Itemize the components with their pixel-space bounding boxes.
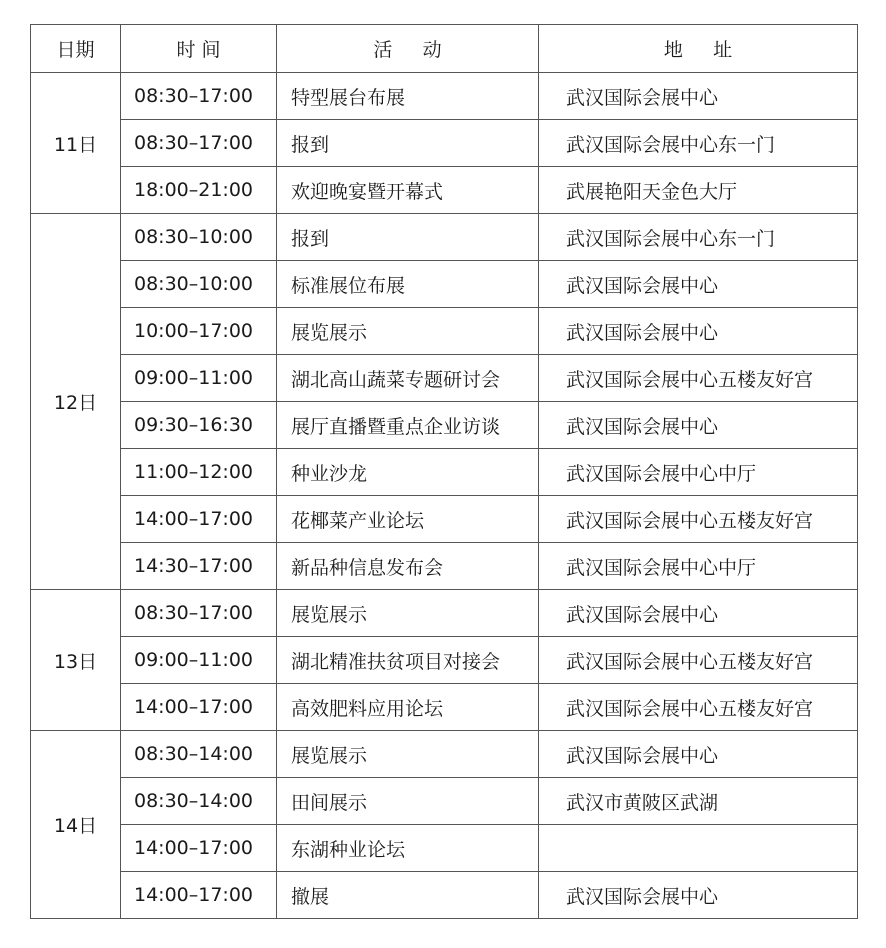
address-cell: 武汉国际会展中心中厅 (539, 449, 858, 496)
address-cell: 武汉国际会展中心五楼友好宫 (539, 637, 858, 684)
address-cell: 武汉国际会展中心中厅 (539, 543, 858, 590)
address-cell (539, 825, 858, 872)
address-cell: 武汉国际会展中心 (539, 73, 858, 120)
table-row (31, 872, 858, 919)
table-row (31, 496, 858, 543)
activity-cell: 展厅直播暨重点企业访谈 (277, 402, 539, 449)
activity-cell: 标准展位布展 (277, 261, 539, 308)
activity-cell: 展览展示 (277, 308, 539, 355)
date-cell: 12日 (31, 214, 121, 590)
address-cell: 武汉国际会展中心东一门 (539, 214, 858, 261)
table-row (31, 355, 858, 402)
time-cell: 14:30–17:00 (121, 543, 277, 590)
activity-cell: 报到 (277, 120, 539, 167)
activity-cell: 报到 (277, 214, 539, 261)
address-cell: 武汉国际会展中心 (539, 402, 858, 449)
table-row (31, 543, 858, 590)
table-row (31, 825, 858, 872)
header-address: 地 址 (539, 25, 858, 73)
table-row (31, 637, 858, 684)
activity-cell: 欢迎晚宴暨开幕式 (277, 167, 539, 214)
header-time: 时 间 (121, 25, 277, 73)
table-row (31, 308, 858, 355)
table-row (31, 167, 858, 214)
table-row (31, 214, 858, 261)
activity-cell: 高效肥料应用论坛 (277, 684, 539, 731)
time-cell: 08:30–10:00 (121, 261, 277, 308)
time-cell: 14:00–17:00 (121, 684, 277, 731)
table-row (31, 778, 858, 825)
address-cell: 武展艳阳天金色大厅 (539, 167, 858, 214)
address-cell: 武汉国际会展中心 (539, 261, 858, 308)
time-cell: 09:00–11:00 (121, 355, 277, 402)
address-cell: 武汉国际会展中心五楼友好宫 (539, 355, 858, 402)
activity-cell: 新品种信息发布会 (277, 543, 539, 590)
address-cell: 武汉国际会展中心 (539, 308, 858, 355)
time-cell: 08:30–17:00 (121, 120, 277, 167)
date-cell: 14日 (31, 731, 121, 919)
time-cell: 14:00–17:00 (121, 496, 277, 543)
address-cell: 武汉国际会展中心 (539, 731, 858, 778)
table-row (31, 120, 858, 167)
time-cell: 09:30–16:30 (121, 402, 277, 449)
schedule-table (30, 24, 858, 919)
date-cell: 11日 (31, 73, 121, 214)
activity-cell: 花椰菜产业论坛 (277, 496, 539, 543)
header-activity: 活 动 (277, 25, 539, 73)
activity-cell: 展览展示 (277, 731, 539, 778)
time-cell: 08:30–17:00 (121, 73, 277, 120)
time-cell: 10:00–17:00 (121, 308, 277, 355)
table-row (31, 449, 858, 496)
time-cell: 14:00–17:00 (121, 825, 277, 872)
activity-cell: 种业沙龙 (277, 449, 539, 496)
time-cell: 09:00–11:00 (121, 637, 277, 684)
time-cell: 18:00–21:00 (121, 167, 277, 214)
address-cell: 武汉市黄陂区武湖 (539, 778, 858, 825)
activity-cell: 特型展台布展 (277, 73, 539, 120)
activity-cell: 东湖种业论坛 (277, 825, 539, 872)
address-cell: 武汉国际会展中心 (539, 872, 858, 919)
time-cell: 08:30–14:00 (121, 778, 277, 825)
activity-cell: 湖北精准扶贫项目对接会 (277, 637, 539, 684)
time-cell: 08:30–14:00 (121, 731, 277, 778)
address-cell: 武汉国际会展中心 (539, 590, 858, 637)
address-cell: 武汉国际会展中心五楼友好宫 (539, 684, 858, 731)
table-header (31, 25, 858, 73)
activity-cell: 撤展 (277, 872, 539, 919)
activity-cell: 田间展示 (277, 778, 539, 825)
time-cell: 08:30–10:00 (121, 214, 277, 261)
time-cell: 11:00–12:00 (121, 449, 277, 496)
date-cell: 13日 (31, 590, 121, 731)
table-row (31, 261, 858, 308)
activity-cell: 展览展示 (277, 590, 539, 637)
header-date: 日期 (31, 25, 121, 73)
table-row (31, 73, 858, 120)
table-row (31, 684, 858, 731)
table-row (31, 402, 858, 449)
time-cell: 14:00–17:00 (121, 872, 277, 919)
address-cell: 武汉国际会展中心五楼友好宫 (539, 496, 858, 543)
schedule-table-container (30, 24, 858, 919)
table-row (31, 731, 858, 778)
time-cell: 08:30–17:00 (121, 590, 277, 637)
table-row (31, 590, 858, 637)
table-body (31, 73, 858, 919)
activity-cell: 湖北高山蔬菜专题研讨会 (277, 355, 539, 402)
header-row (31, 25, 858, 73)
address-cell: 武汉国际会展中心东一门 (539, 120, 858, 167)
